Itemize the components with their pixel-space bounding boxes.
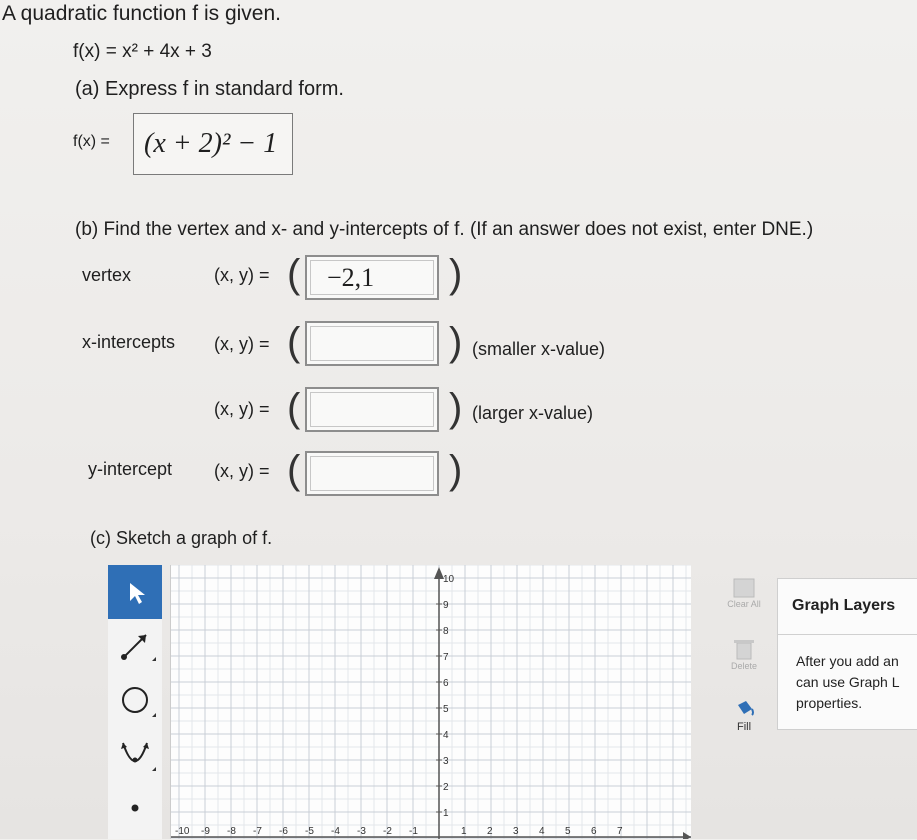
y-int-close-paren: ) xyxy=(449,448,463,492)
parabola-tool[interactable] xyxy=(108,727,162,781)
layers-divider xyxy=(778,634,917,635)
y-tick-label: 7 xyxy=(443,652,449,663)
y-tick-label: 10 xyxy=(443,574,455,585)
y-tick-label: 4 xyxy=(443,730,449,741)
x-tick-label: -10 xyxy=(175,826,190,837)
x-tick-label: -7 xyxy=(253,826,262,837)
x-intercept-1-input[interactable] xyxy=(305,321,439,366)
y-intercept-input[interactable] xyxy=(305,451,439,496)
graph-layers-help xyxy=(796,651,900,714)
x-tick-label: 3 xyxy=(513,826,519,837)
circle-icon xyxy=(108,673,162,727)
vertex-open-paren: ( xyxy=(287,252,301,296)
y-tick-label: 6 xyxy=(443,678,449,689)
standard-form-value: (x + 2)² − 1 xyxy=(144,128,278,159)
line-tool[interactable] xyxy=(108,619,162,673)
vertex-label: vertex xyxy=(82,265,132,285)
function-definition: f(x) = x² + 4x + 3 xyxy=(73,41,212,62)
y-int-xy-label: (x, y) = xyxy=(214,461,270,481)
x-int-1-open-paren: ( xyxy=(287,320,301,364)
standard-form-answer[interactable] xyxy=(133,113,293,175)
y-intercept-label: y-intercept xyxy=(88,459,173,479)
x-tick-label: 7 xyxy=(617,826,623,837)
fx-label: f(x) = xyxy=(73,133,110,150)
y-tick-label: 3 xyxy=(443,756,449,767)
layers-help-line-3: properties. xyxy=(796,695,863,711)
x-tick-label: -2 xyxy=(383,826,392,837)
fill-bucket-icon xyxy=(718,697,770,721)
x-tick-label: -6 xyxy=(279,826,288,837)
x-int-2-xy-label: (x, y) = xyxy=(214,399,270,419)
line-segment-icon xyxy=(108,619,162,673)
part-c-prompt: (c) Sketch a graph of f. xyxy=(90,528,273,548)
x-tick-label: 1 xyxy=(461,826,467,837)
point-tool[interactable] xyxy=(108,781,162,835)
y-tick-label: 8 xyxy=(443,626,449,637)
x-intercept-2-input[interactable] xyxy=(305,387,439,432)
y-int-open-paren: ( xyxy=(287,448,301,492)
larger-x-hint: (larger x-value) xyxy=(472,403,594,423)
x-tick-label: 6 xyxy=(591,826,597,837)
problem-intro: A quadratic function f is given. xyxy=(2,2,281,25)
delete-label: Delete xyxy=(730,661,757,671)
vertex-input[interactable] xyxy=(305,255,439,300)
clear-all-button[interactable] xyxy=(718,575,770,615)
vertex-xy-label: (x, y) = xyxy=(214,265,270,285)
x-tick-label: -4 xyxy=(331,826,340,837)
clear-all-label: Clear All xyxy=(727,599,761,609)
circle-tool[interactable] xyxy=(108,673,162,727)
vertex-close-paren: ) xyxy=(449,252,463,296)
x-tick-label: -8 xyxy=(227,826,236,837)
fill-button[interactable] xyxy=(718,697,770,737)
point-icon xyxy=(108,781,162,835)
pointer-tool[interactable] xyxy=(108,565,162,619)
delete-button[interactable] xyxy=(718,637,770,677)
x-tick-label: 4 xyxy=(539,826,545,837)
layers-help-line-1: After you add an xyxy=(796,653,899,669)
vertex-value: −2,1 xyxy=(327,263,375,292)
x-tick-label: -1 xyxy=(409,826,418,837)
smaller-x-hint: (smaller x-value) xyxy=(472,339,606,359)
y-tick-label: 1 xyxy=(443,808,449,819)
x-tick-label: -3 xyxy=(357,826,366,837)
fill-label: Fill xyxy=(736,721,752,733)
graph-layers-panel xyxy=(777,578,917,730)
parabola-icon xyxy=(108,727,162,781)
y-tick-label: 2 xyxy=(443,782,449,793)
x-intercepts-label: x-intercepts xyxy=(82,332,176,352)
trash-icon xyxy=(718,637,770,661)
cursor-arrow-icon xyxy=(108,565,162,619)
x-int-1-close-paren: ) xyxy=(449,320,463,364)
x-tick-label: 5 xyxy=(565,826,571,837)
part-b-prompt: (b) Find the vertex and x- and y-intercepts of f. (If an answer does not exist, enter DNE.) xyxy=(75,219,814,240)
graph-actions-panel xyxy=(708,565,778,735)
y-tick-label: 9 xyxy=(443,600,449,611)
graph-canvas[interactable] xyxy=(170,565,691,839)
graph-layers-title: Graph Layers xyxy=(792,597,896,614)
x-tick-label: 2 xyxy=(487,826,493,837)
x-tick-label: -5 xyxy=(305,826,314,837)
x-int-2-close-paren: ) xyxy=(449,386,463,430)
x-int-1-xy-label: (x, y) = xyxy=(214,334,270,354)
y-tick-label: 5 xyxy=(443,704,449,715)
x-tick-label: -9 xyxy=(201,826,210,837)
x-int-2-open-paren: ( xyxy=(287,386,301,430)
clear-all-icon xyxy=(718,575,770,599)
layers-help-line-2: can use Graph L xyxy=(796,674,900,690)
graph-tool-palette xyxy=(108,565,162,839)
part-a-prompt: (a) Express f in standard form. xyxy=(75,78,344,100)
